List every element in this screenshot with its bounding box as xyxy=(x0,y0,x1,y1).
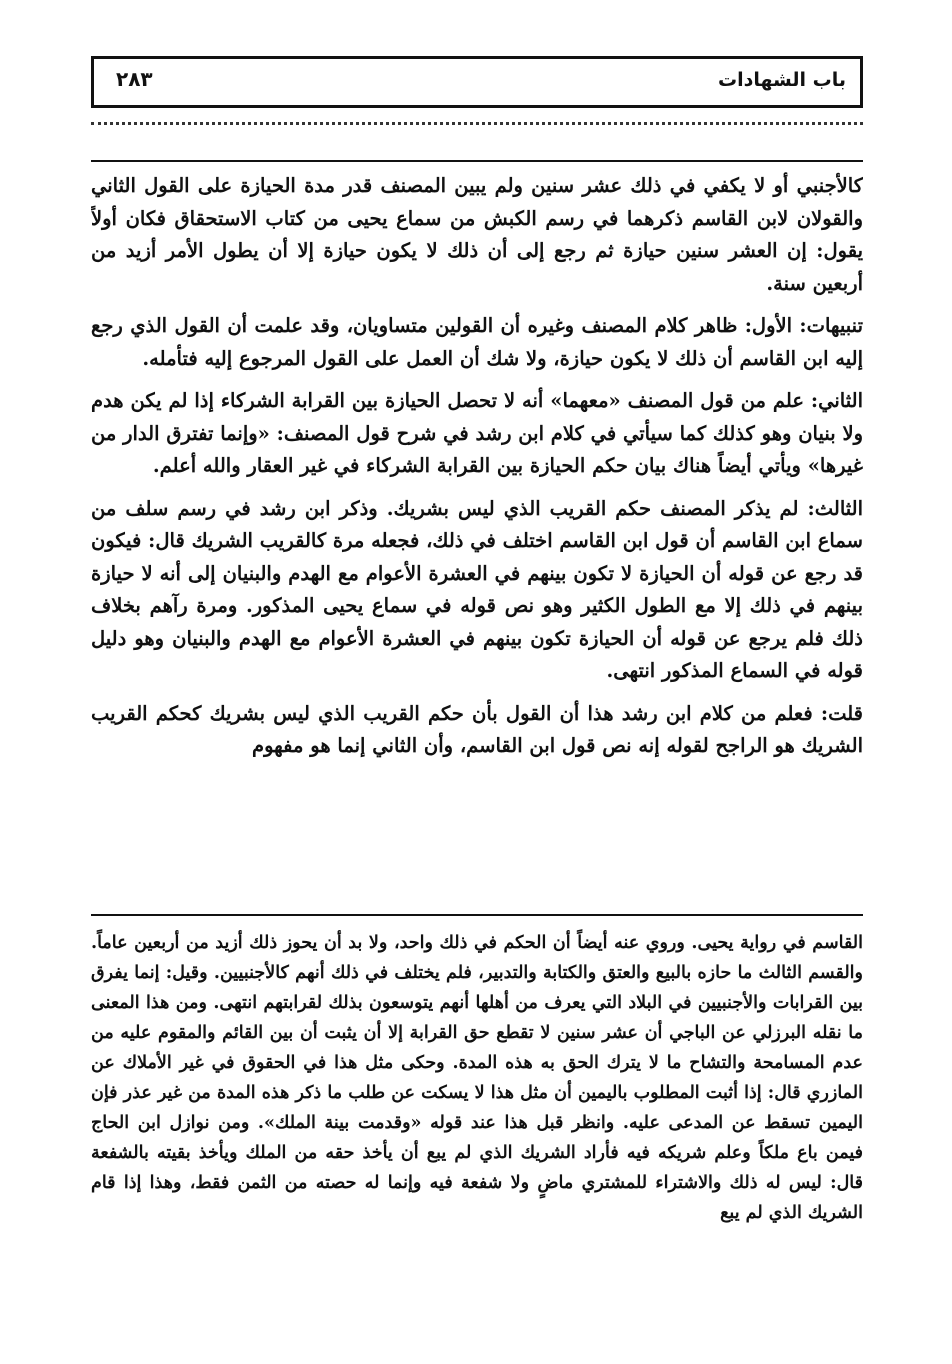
footnote-body xyxy=(91,928,863,1328)
paragraph: كالأجنبي أو لا يكفي في ذلك عشر سنين ولم يبين المصنف قدر مدة الحيازة على القول الثاني والقولان لابن القاسم ذكرهما في رسم الكبش من سماع يحيى من كتاب الاستحقاق فكان أولاً يقول: إن العشر سنين حيازة ثم رجع إلى أن ذلك لا يكون حيازة إلا أن يطول الأمر أزيد من أربعين سنة. xyxy=(91,174,863,295)
main-text-body xyxy=(91,170,863,910)
paragraph: تنبيهات: الأول: ظاهر كلام المصنف وغيره أن القولين متساويان، وقد علمت أن القول الذي رجع إليه ابن القاسم أن ذلك لا يكون حيازة، ولا شك أن العمل على القول المرجوع إليه فتأمله. xyxy=(91,314,863,370)
dotted-separator xyxy=(91,122,863,125)
footnote-rule xyxy=(91,914,863,916)
paragraph: الثاني: علم من قول المصنف «معهما» أنه لا تحصل الحيازة بين القرابة الشركاء إذا لم يكن هدم ولا بنيان وهو كذلك كما سيأتي في كلام ابن رشد في شرح قول المصنف: «وإنما تفترق الدار من غيرها» ويأتي أيضاً هناك بيان حكم الحيازة بين القرابة الشركاء في غير العقار والله أعلم. xyxy=(91,389,863,477)
running-header xyxy=(91,56,863,108)
paragraph: قلت: فعلم من كلام ابن رشد هذا أن القول بأن حكم القريب الذي ليس بشريك كحكم القريب الشريك هو الراجح لقوله إنه نص قول ابن القاسم، وأن الثاني إنما هو مفهوم xyxy=(91,701,863,757)
page-number: ٢٨٣ xyxy=(116,67,153,91)
chapter-title: باب الشهادات xyxy=(718,69,846,91)
footnote-paragraph: القاسم في رواية يحيى. وروي عنه أيضاً أن الحكم في ذلك واحد، ولا بد أن يحوز ذلك أزيد من أربعين عاماً. والقسم الثالث ما حازه بالبيع والعتق والكتابة والتدبير، فلم يختلف في ذلك أنهم كالأجنبيين. وقيل: إنما يفرق بين القرابات والأجنبيين في البلاد التي يعرف من أهلها أنهم يتوسعون بذلك لقرابتهم انتهى. ومن هذا المعنى ما نقله البرزلي عن الباجي أن عشر سنين لا تقطع حق القرابة إلا أن يثبت أن بين القائم والمقوم عليه من عدم المسامحة والتشاح ما لا يترك الحق به هذه المدة. وحكى مثل هذا في الحقوق في غير الأملاك عن المازري قال: إذا أثبت المطلوب باليمين أن مثل هذا لا يسكت عن طلب ما ذكر هذه المدة من غير عذر فإن اليمين تسقط عن المدعى عليه. وانظر قبل هذا عند قوله «وقدمت بينة الملك». ومن نوازل ابن الحاج فيمن باع ملكاً وعلم شريكه فيه فأراد الشريك الذي لم يبع أن يأخذ حقه من الملك ويأخذ بقيته بالشفعة قال: ليس له ذلك والاشتراء للمشتري ماضٍ ولا شفعة فيه وإنما له حصته من الثمن فقط، وهذا إذا قام الشريك الذي لم يبع xyxy=(91,933,863,1223)
paragraph: الثالث: لم يذكر المصنف حكم القريب الذي ليس بشريك. وذكر ابن رشد في رسم سلف من سماع ابن القاسم أن قول ابن القاسم اختلف في ذلك، فجعله مرة كالقريب الشريك قال: فيكون قد رجع عن قوله أن الحيازة لا تكون بينهم في العشرة الأعوام مع الهدم والبنيان إلى أنه لا حيازة بينهم في ذلك إلا مع الطول الكثير وهو نص قوله في سماع يحيى المذكور. ومرة رآهم بخلاف ذلك فلم يرجع عن قوله أن الحيازة تكون بينهم في العشرة الأعوام مع الهدم والبنيان وهو دليل قوله في السماع المذكور انتهى. xyxy=(91,496,863,682)
top-rule xyxy=(91,160,863,162)
